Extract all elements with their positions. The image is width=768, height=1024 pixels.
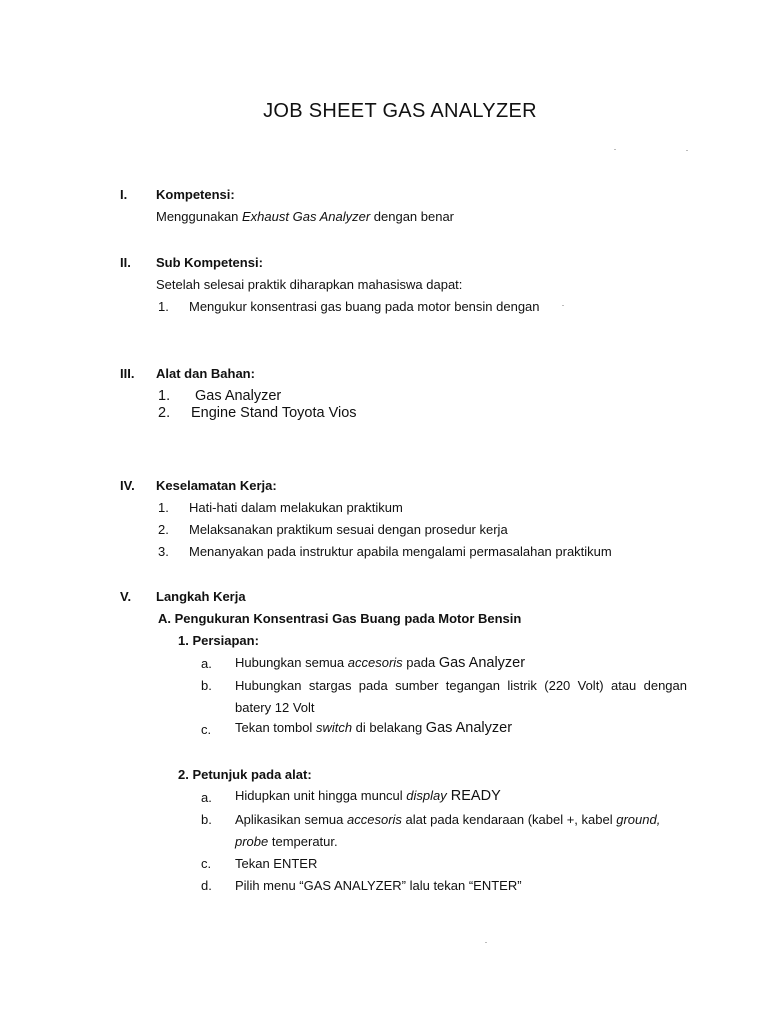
- list-item-number: 2.: [158, 405, 171, 421]
- text-emphasis: ground,: [616, 812, 661, 827]
- section-2-intro: Setelah selesai praktik diharapkan mahasiswa dapat:: [156, 277, 463, 292]
- page-title: JOB SHEET GAS ANALYZER: [263, 100, 537, 122]
- text-segment: Menggunakan: [156, 209, 243, 224]
- section-4-heading: Keselamatan Kerja:: [156, 478, 277, 493]
- list-item-number: 1.: [158, 299, 169, 314]
- text-segment: Gas Analyzer: [425, 720, 513, 736]
- text-segment: Hubungkan semua: [235, 655, 348, 670]
- step-1b-line-1: Hubungkan stargas pada sumber tegangan listrik (220 Volt) atau dengan: [235, 678, 687, 693]
- text-segment: temperatur.: [268, 834, 338, 849]
- list-item-number: 1.: [158, 388, 171, 404]
- text-emphasis: switch: [315, 720, 353, 735]
- step-2a-text: [235, 788, 501, 804]
- section-4-number: IV.: [120, 478, 135, 493]
- text-emphasis: display: [406, 788, 447, 803]
- text-segment: Tekan tombol: [235, 720, 316, 735]
- text-segment: dengan benar: [370, 209, 455, 224]
- text-emphasis: Exhaust Gas Analyzer: [242, 209, 371, 224]
- text-segment: Aplikasikan semua: [235, 812, 347, 827]
- step-1-heading: 1. Persiapan:: [178, 633, 259, 648]
- text-segment: Hidupkan unit hingga muncul: [235, 788, 407, 803]
- text-segment: Gas Analyzer: [438, 655, 526, 671]
- text-segment: di belakang: [352, 720, 426, 735]
- list-item-text: Melaksanakan praktikum sesuai dengan prosedur kerja: [189, 522, 508, 537]
- step-1a-text: [235, 655, 525, 671]
- section-3-heading: Alat dan Bahan:: [156, 366, 255, 381]
- list-item-text: Menanyakan pada instruktur apabila mengalami permasalahan praktikum: [189, 544, 612, 559]
- step-item-letter: b.: [201, 812, 212, 827]
- section-5-number: V.: [120, 589, 132, 604]
- section-3-number: III.: [120, 366, 135, 381]
- step-2c-text: Tekan ENTER: [235, 856, 318, 871]
- step-item-letter: d.: [201, 878, 212, 893]
- text-segment: pada: [402, 655, 439, 670]
- text-segment: READY: [446, 788, 501, 804]
- scan-speck: [614, 149, 616, 150]
- text-segment: alat pada kendaraan (kabel +, kabel: [401, 812, 617, 827]
- step-2d-text: Pilih menu “GAS ANALYZER” lalu tekan “ENTER”: [235, 878, 522, 893]
- section-1-text: [156, 209, 454, 224]
- step-item-letter: c.: [201, 856, 212, 871]
- list-item-number: 3.: [158, 544, 169, 559]
- text-emphasis: probe: [235, 834, 269, 849]
- section-5-heading: Langkah Kerja: [156, 589, 246, 604]
- step-2b-line-1: [235, 812, 660, 827]
- step-1b-line-2: batery 12 Volt: [235, 700, 315, 715]
- step-item-letter: a.: [201, 656, 212, 671]
- step-item-letter: c.: [201, 722, 212, 737]
- scan-speck: [562, 305, 564, 306]
- section-1-number: I.: [120, 187, 128, 202]
- section-2-heading: Sub Kompetensi:: [156, 255, 263, 270]
- list-item-text: Mengukur konsentrasi gas buang pada motor bensin dengan: [189, 299, 540, 314]
- text-emphasis: accesoris: [347, 655, 403, 670]
- list-item-text: Gas Analyzer: [195, 388, 282, 404]
- step-1c-text: [235, 720, 512, 736]
- section-1-heading: Kompetensi:: [156, 187, 235, 202]
- subsection-a-heading: A. Pengukuran Konsentrasi Gas Buang pada Motor Bensin: [158, 611, 522, 626]
- list-item-number: 2.: [158, 522, 169, 537]
- scan-speck: [485, 942, 487, 943]
- text-emphasis: accesoris: [347, 812, 402, 827]
- list-item-text: Hati-hati dalam melakukan praktikum: [189, 500, 403, 515]
- step-item-letter: b.: [201, 678, 212, 693]
- list-item-number: 1.: [158, 500, 169, 515]
- step-item-letter: a.: [201, 790, 212, 805]
- list-item-text: Engine Stand Toyota Vios: [191, 405, 357, 421]
- section-2-number: II.: [120, 255, 131, 270]
- scan-speck: [686, 150, 688, 151]
- step-2b-line-2: [235, 834, 338, 849]
- step-2-heading: 2. Petunjuk pada alat:: [178, 767, 312, 782]
